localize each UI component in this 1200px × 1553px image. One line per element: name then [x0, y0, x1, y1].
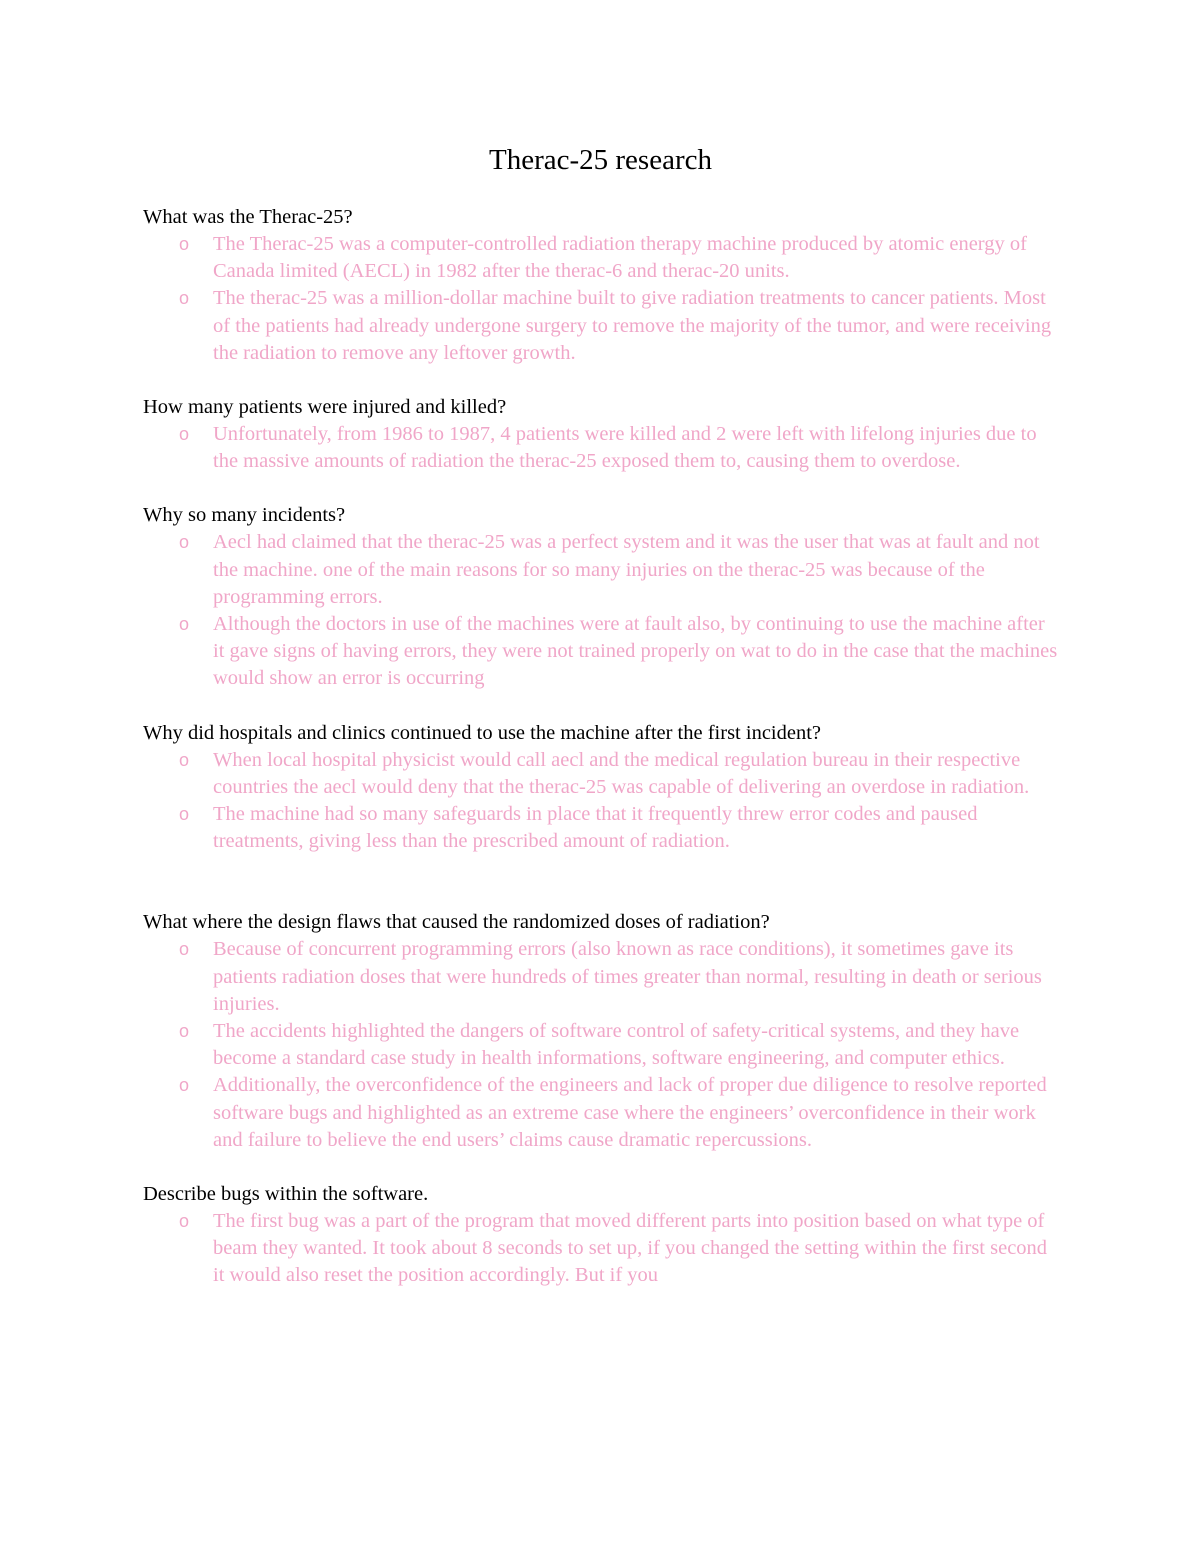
- question-heading: Why so many incidents?: [143, 504, 346, 527]
- section-continued-use: [143, 720, 1058, 856]
- answer-item: [143, 529, 1058, 611]
- section-injuries: [143, 394, 1058, 475]
- answer-text: Additionally, the overconfidence of the engineers and lack of proper due diligence to resolve reported software bugs and highlighted as an extreme case where the engineers’ overconfidence in their work and failure to believe the end users’ claims cause dramatic repercussions.: [213, 1074, 1047, 1151]
- answer-item: [143, 747, 1058, 801]
- answer-list: [143, 747, 1058, 856]
- section-software-bugs: [143, 1181, 1058, 1290]
- answer-item: [143, 1018, 1058, 1072]
- bullet-icon: o: [179, 804, 190, 825]
- document-title: Therac-25 research: [489, 144, 712, 176]
- answer-text: Because of concurrent programming errors (also known as race conditions), it sometimes gave its patients radiation doses that were hundreds of times greater than normal, resulting in death or serious injuries.: [213, 938, 1042, 1015]
- answer-item: [143, 1072, 1058, 1154]
- answer-list: [143, 529, 1058, 692]
- answer-list: [143, 936, 1058, 1154]
- question-heading: Why did hospitals and clinics continued to use the machine after the first incident?: [143, 721, 822, 744]
- answer-item: [143, 801, 1058, 855]
- answer-item: [143, 611, 1058, 693]
- answer-text: Although the doctors in use of the machines were at fault also, by continuing to use the machine after it gave signs of having errors, they were not trained properly on wat to do in the case that the machines would show an error is occurring: [213, 613, 1058, 690]
- answer-list: [143, 1208, 1058, 1290]
- answer-list: [143, 421, 1058, 475]
- bullet-icon: o: [179, 614, 190, 635]
- answer-text: The therac-25 was a million-dollar machine built to give radiation treatments to cancer patients. Most of the patients had already undergone surgery to remove the majority of the tumor, and were receiving the radiation to remove any leftover growth.: [213, 287, 1052, 364]
- answer-text: Aecl had claimed that the therac-25 was a perfect system and it was the user that was at fault and not the machine. one of the main reasons for so many injuries on the therac-25 was because of the programming errors.: [213, 531, 1040, 608]
- answer-text: The first bug was a part of the program that moved different parts into position based on what type of beam they wanted. It took about 8 seconds to set up, if you changed the setting within the first second it would also reset the position accordingly. But if you: [213, 1210, 1048, 1287]
- bullet-icon: o: [179, 939, 190, 960]
- section-design-flaws: [143, 909, 1058, 1154]
- answer-text: When local hospital physicist would call aecl and the medical regulation bureau in their respective countries the aecl would deny that the therac-25 was capable of delivering an overdose in radiation.: [213, 748, 1030, 798]
- question-heading: What was the Therac-25?: [143, 206, 353, 228]
- bullet-icon: o: [179, 749, 190, 770]
- answer-item: [143, 936, 1058, 1018]
- answer-list: [143, 231, 1058, 367]
- answer-item: [143, 285, 1058, 367]
- question-heading: What where the design flaws that caused the randomized doses of radiation?: [143, 911, 770, 934]
- section-therac-definition: [143, 204, 1058, 367]
- question-heading: Describe bugs within the software.: [143, 1183, 429, 1206]
- bullet-icon: o: [179, 1075, 190, 1096]
- bullet-icon: o: [179, 424, 190, 445]
- section-incidents: [143, 502, 1058, 692]
- answer-text: The Therac-25 was a computer-controlled radiation therapy machine produced by atomic energy of Canada limited (AECL) in 1982 after the therac-6 and therac-20 units.: [213, 233, 1027, 283]
- question-heading: How many patients were injured and killed?: [143, 396, 507, 419]
- bullet-icon: o: [179, 288, 190, 309]
- answer-text: Unfortunately, from 1986 to 1987, 4 patients were killed and 2 were left with lifelong injuries due to the massive amounts of radiation the therac-25 exposed them to, causing them to overdose.: [213, 423, 1037, 473]
- answer-item: [143, 421, 1058, 475]
- bullet-icon: o: [179, 532, 190, 553]
- answer-item: [143, 1208, 1058, 1290]
- answer-text: The accidents highlighted the dangers of software control of safety-critical systems, and they have become a standard case study in health informations, software engineering, and computer ethics.: [213, 1020, 1020, 1070]
- bullet-icon: o: [179, 1211, 190, 1232]
- bullet-icon: o: [179, 234, 190, 254]
- answer-text: The machine had so many safeguards in place that it frequently threw error codes and paused treatments, giving less than the prescribed amount of radiation.: [213, 803, 978, 853]
- bullet-icon: o: [179, 1021, 190, 1042]
- document-page: [143, 140, 1058, 1290]
- answer-item: [143, 231, 1058, 285]
